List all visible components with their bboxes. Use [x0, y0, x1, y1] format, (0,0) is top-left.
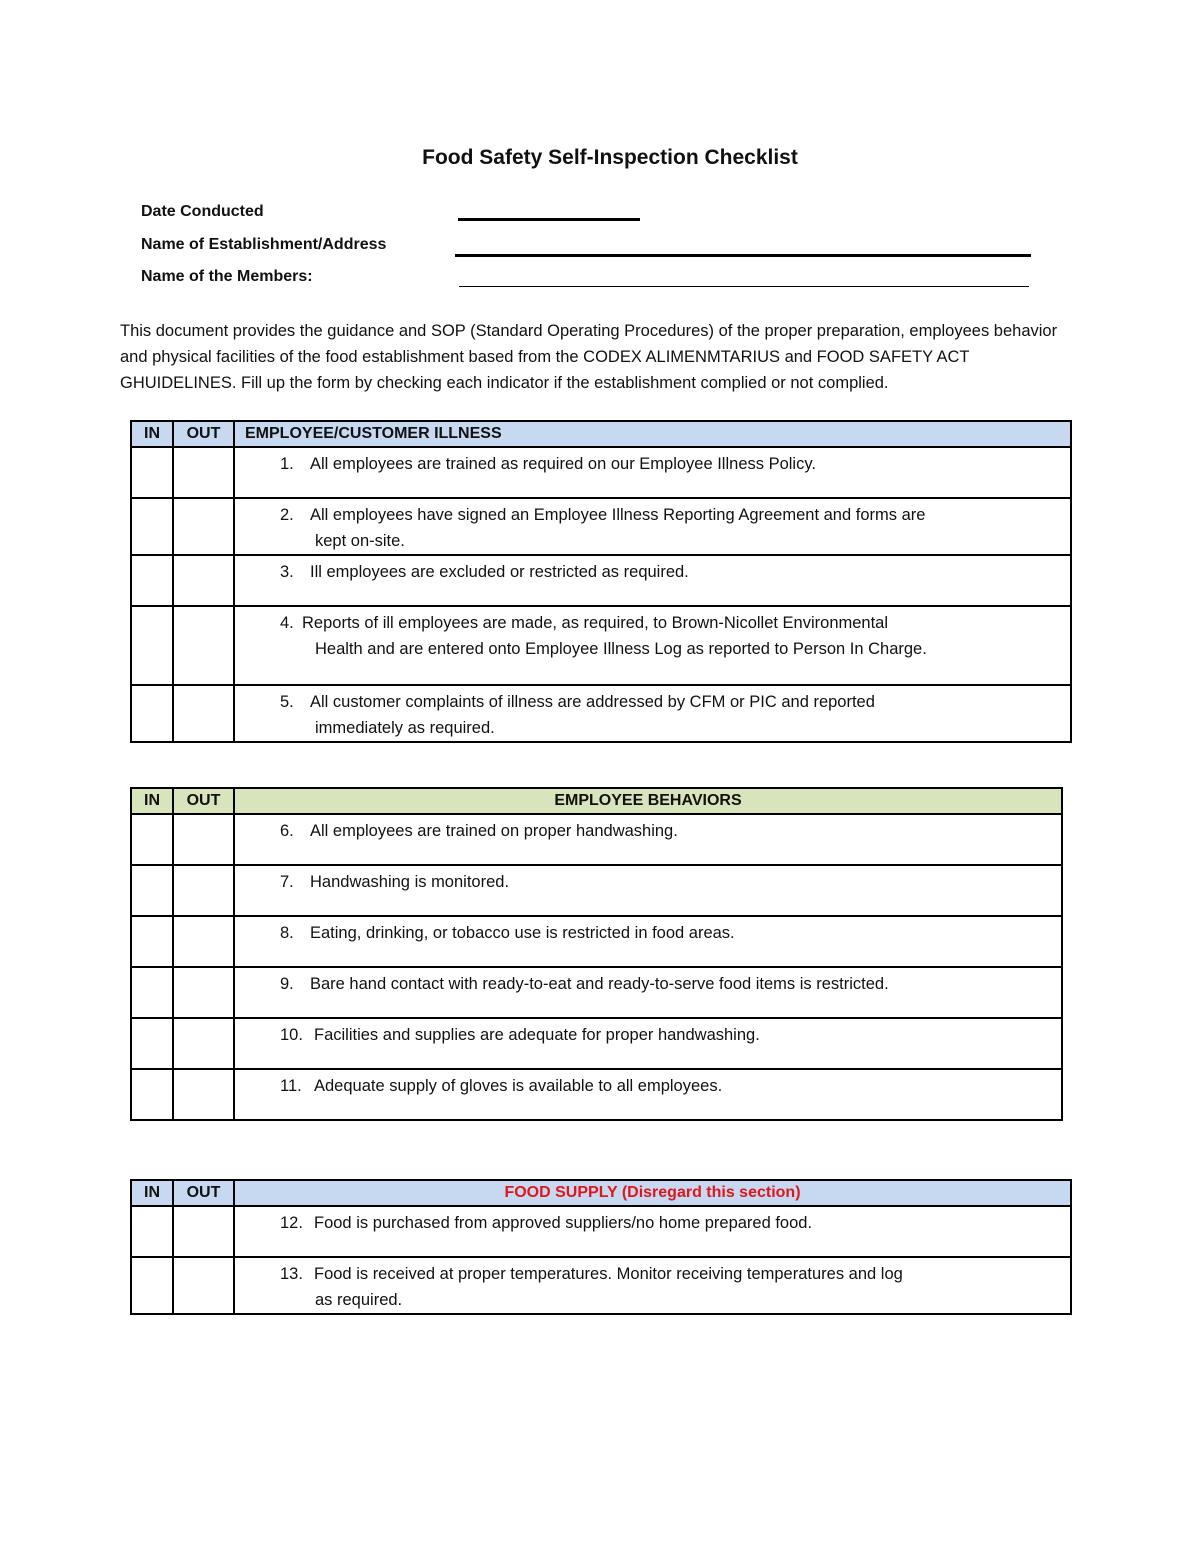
item-number: 7.	[280, 873, 294, 891]
section-title: EMPLOYEE/CUSTOMER ILLNESS	[234, 421, 1071, 447]
item-text: Adequate supply of gloves is available to all employees.	[314, 1077, 723, 1095]
table-row	[131, 1206, 1071, 1257]
illness-table	[130, 420, 1072, 743]
table-row	[131, 498, 1071, 555]
members-line[interactable]	[459, 286, 1029, 287]
table-row	[131, 967, 1062, 1018]
table-row	[131, 916, 1062, 967]
item-text: All employees are trained on proper handwashing.	[310, 822, 678, 840]
establishment-line[interactable]	[455, 254, 1031, 257]
item-text: Food is received at proper temperatures. Monitor receiving temperatures and log	[314, 1265, 903, 1283]
members-label: Name of the Members:	[141, 268, 313, 285]
item-text-continued: Health and are entered onto Employee Illness Log as reported to Person In Charge.	[315, 640, 927, 658]
table-header-row	[131, 788, 1062, 814]
intro-paragraph: This document provides the guidance and SOP (Standard Operating Procedures) of the proper preparation, employees behavior and physical facilities of the food establishment based from the CODEX ALIMENMTARIUS and FOOD SAFETY ACT GHUIDELINES. Fill up the form by checking each indicator if the establishment complied or not complied.	[120, 322, 1058, 392]
table-row	[131, 555, 1071, 606]
item-number: 9.	[280, 975, 294, 993]
table-row	[131, 814, 1062, 865]
item-text-continued: kept on-site.	[315, 532, 405, 550]
in-header: IN	[131, 788, 173, 814]
in-checkbox[interactable]	[131, 814, 173, 865]
out-checkbox[interactable]	[173, 865, 234, 916]
in-checkbox[interactable]	[131, 555, 173, 606]
document-title: Food Safety Self-Inspection Checklist	[422, 146, 798, 169]
item-text: Eating, drinking, or tobacco use is restricted in food areas.	[310, 924, 735, 942]
establishment-label: Name of Establishment/Address	[141, 236, 387, 253]
out-header: OUT	[173, 788, 234, 814]
out-header: OUT	[173, 421, 234, 447]
out-checkbox[interactable]	[173, 498, 234, 555]
out-checkbox[interactable]	[173, 606, 234, 685]
behaviors-table	[130, 787, 1063, 1121]
out-checkbox[interactable]	[173, 447, 234, 498]
in-checkbox[interactable]	[131, 1206, 173, 1257]
item-text: Bare hand contact with ready-to-eat and ready-to-serve food items is restricted.	[310, 975, 889, 993]
item-text: All customer complaints of illness are addressed by CFM or PIC and reported	[310, 693, 875, 711]
table-header-row	[131, 421, 1071, 447]
section-title: EMPLOYEE BEHAVIORS	[234, 788, 1062, 814]
in-checkbox[interactable]	[131, 865, 173, 916]
item-number: 5.	[280, 693, 294, 711]
item-text: Reports of ill employees are made, as required, to Brown-Nicollet Environmental	[302, 614, 889, 632]
food-supply-table	[130, 1179, 1072, 1315]
item-number: 3.	[280, 563, 294, 581]
out-checkbox[interactable]	[173, 555, 234, 606]
out-checkbox[interactable]	[173, 1257, 234, 1314]
out-checkbox[interactable]	[173, 1069, 234, 1120]
date-conducted-label: Date Conducted	[141, 203, 264, 220]
out-checkbox[interactable]	[173, 1206, 234, 1257]
item-number: 11.	[280, 1077, 302, 1095]
in-checkbox[interactable]	[131, 606, 173, 685]
item-text-continued: as required.	[315, 1291, 403, 1309]
item-number: 4.	[280, 614, 294, 632]
table-row	[131, 685, 1071, 742]
date-conducted-line[interactable]	[458, 218, 640, 221]
table-row	[131, 447, 1071, 498]
table-row	[131, 1257, 1071, 1314]
item-number: 12.	[280, 1214, 303, 1232]
section-title: FOOD SUPPLY (Disregard this section)	[234, 1180, 1071, 1206]
item-number: 8.	[280, 924, 294, 942]
item-number: 1.	[280, 455, 294, 473]
item-number: 6.	[280, 822, 294, 840]
table-row	[131, 865, 1062, 916]
in-checkbox[interactable]	[131, 1257, 173, 1314]
item-text: Food is purchased from approved suppliers/no home prepared food.	[314, 1214, 813, 1232]
in-checkbox[interactable]	[131, 685, 173, 742]
item-text: Facilities and supplies are adequate for proper handwashing.	[314, 1026, 760, 1044]
item-text: Handwashing is monitored.	[310, 873, 510, 891]
item-number: 10.	[280, 1026, 303, 1044]
item-text-continued: immediately as required.	[315, 719, 495, 737]
table-row	[131, 1069, 1062, 1120]
table-row	[131, 1018, 1062, 1069]
out-checkbox[interactable]	[173, 814, 234, 865]
item-number: 13.	[280, 1265, 303, 1283]
item-text: All employees are trained as required on our Employee Illness Policy.	[310, 455, 816, 473]
in-checkbox[interactable]	[131, 967, 173, 1018]
item-text: All employees have signed an Employee Illness Reporting Agreement and forms are	[310, 506, 926, 524]
in-checkbox[interactable]	[131, 916, 173, 967]
item-text: Ill employees are excluded or restricted as required.	[310, 563, 689, 581]
out-checkbox[interactable]	[173, 916, 234, 967]
out-checkbox[interactable]	[173, 1018, 234, 1069]
in-header: IN	[131, 421, 173, 447]
in-checkbox[interactable]	[131, 1018, 173, 1069]
in-checkbox[interactable]	[131, 498, 173, 555]
table-header-row	[131, 1180, 1071, 1206]
item-number: 2.	[280, 506, 294, 524]
in-checkbox[interactable]	[131, 447, 173, 498]
out-checkbox[interactable]	[173, 967, 234, 1018]
in-checkbox[interactable]	[131, 1069, 173, 1120]
table-row	[131, 606, 1071, 685]
out-header: OUT	[173, 1180, 234, 1206]
out-checkbox[interactable]	[173, 685, 234, 742]
in-header: IN	[131, 1180, 173, 1206]
